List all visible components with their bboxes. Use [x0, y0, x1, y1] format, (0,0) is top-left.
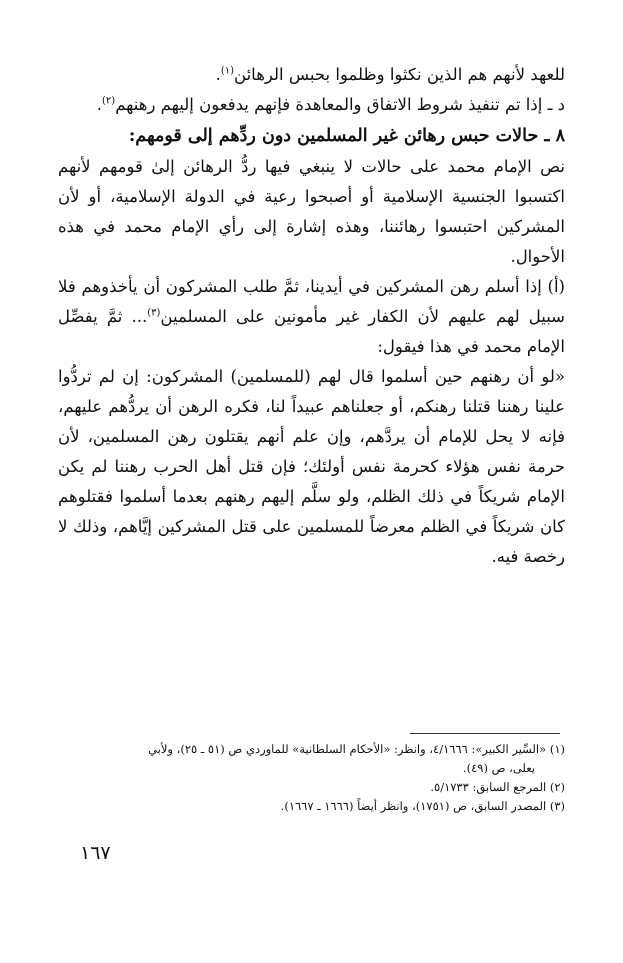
paragraph-2 — [58, 90, 565, 120]
footnote-1-continued: يعلى، ص (٤٩). — [462, 761, 535, 775]
paragraph-2-end: . — [96, 95, 102, 114]
paragraph-1-text: للعهد لأنهم هم الذين نكثوا وظلموا بحبس الرهائن — [234, 65, 565, 84]
footnote-ref-3: (٣) — [147, 307, 161, 319]
footnote-1: (١) «السِّير الكبير»: ٤/١٦٦٦، وانظر: «الأحكام السلطانية» للماوردي ص (٥١ ـ ٢٥)، ولأبي — [148, 742, 565, 756]
paragraph-4-end: ... ثمَّ يفصِّل الإمام محمد في هذا فيقول: — [58, 307, 565, 356]
paragraph-1-end: . — [215, 65, 221, 84]
paragraph-2-text: د ـ إذا تم تنفيذ شروط الاتفاق والمعاهدة فإنهم يدفعون إليهم رهنهم — [115, 95, 565, 114]
paragraph-4 — [58, 272, 565, 362]
footnote-ref-1: (١) — [220, 65, 235, 77]
footnote-3: (٣) المصدر السابق، ص (١٧٥١)، وانظر أيضاً (١٦٦٦ ـ ١٦٦٧). — [280, 799, 565, 813]
footnotes — [60, 740, 565, 816]
footnote-2: (٢) المرجع السابق: ٥/١٧٣٣. — [430, 780, 565, 794]
page-number: ١٦٧ — [80, 842, 111, 864]
quotation: «لو أن رهنهم حين أسلموا قال لهم (للمسلمين) المشركون: إن لم تردُّوا علينا رهننا قتلنا رهنكم، أو جعلناهم عبيداً لنا، فكره الرهن أن يردُّهم عليهم، فإنه لا يحل للإمام أن يردَّهم، وإن علم أنهم يقتلون رهن المسلمين، لأن حرمة نفس هؤلاء كحرمة نفس أولئك؛ فإن قتل أهل الحرب رهننا لم يكن الإمام شريكاً في ذلك الظلم، ولو سلَّم إليهم رهنهم بعدما أسلموا فقتلوهم كان شريكاً في الظلم معرضاً للمسلمين على قتل المشركين إيَّاهم، وذلك لا رخصة فيه. — [58, 367, 565, 566]
section-heading: ٨ ـ حالات حبس رهائن غير المسلمين دون ردِّهم إلى قومهم: — [128, 126, 565, 146]
paragraph-1 — [58, 60, 565, 90]
footnote-separator — [410, 733, 560, 734]
body-text — [58, 60, 565, 572]
paragraph-4-text: (أ) إذا أسلم رهن المشركين في أيدينا، ثمَّ طلب المشركون أن يأخذوهم فلا سبيل لهم عليهم لأن الكفار غير مأمونين على المسلمين — [58, 277, 565, 326]
footnote-ref-2: (٢) — [102, 95, 116, 107]
paragraph-3: نص الإمام محمد على حالات لا ينبغي فيها ردُّ الرهائن إلىٰ قومهم لأنهم اكتسبوا الجنسية الإسلامية أو أصبحوا رعية في الدولة الإسلامية، أو لأن المشركين احتبسوا رهائننا، وهذه إشارة إلى رأي الإمام محمد في هذه الأحوال. — [58, 157, 565, 266]
